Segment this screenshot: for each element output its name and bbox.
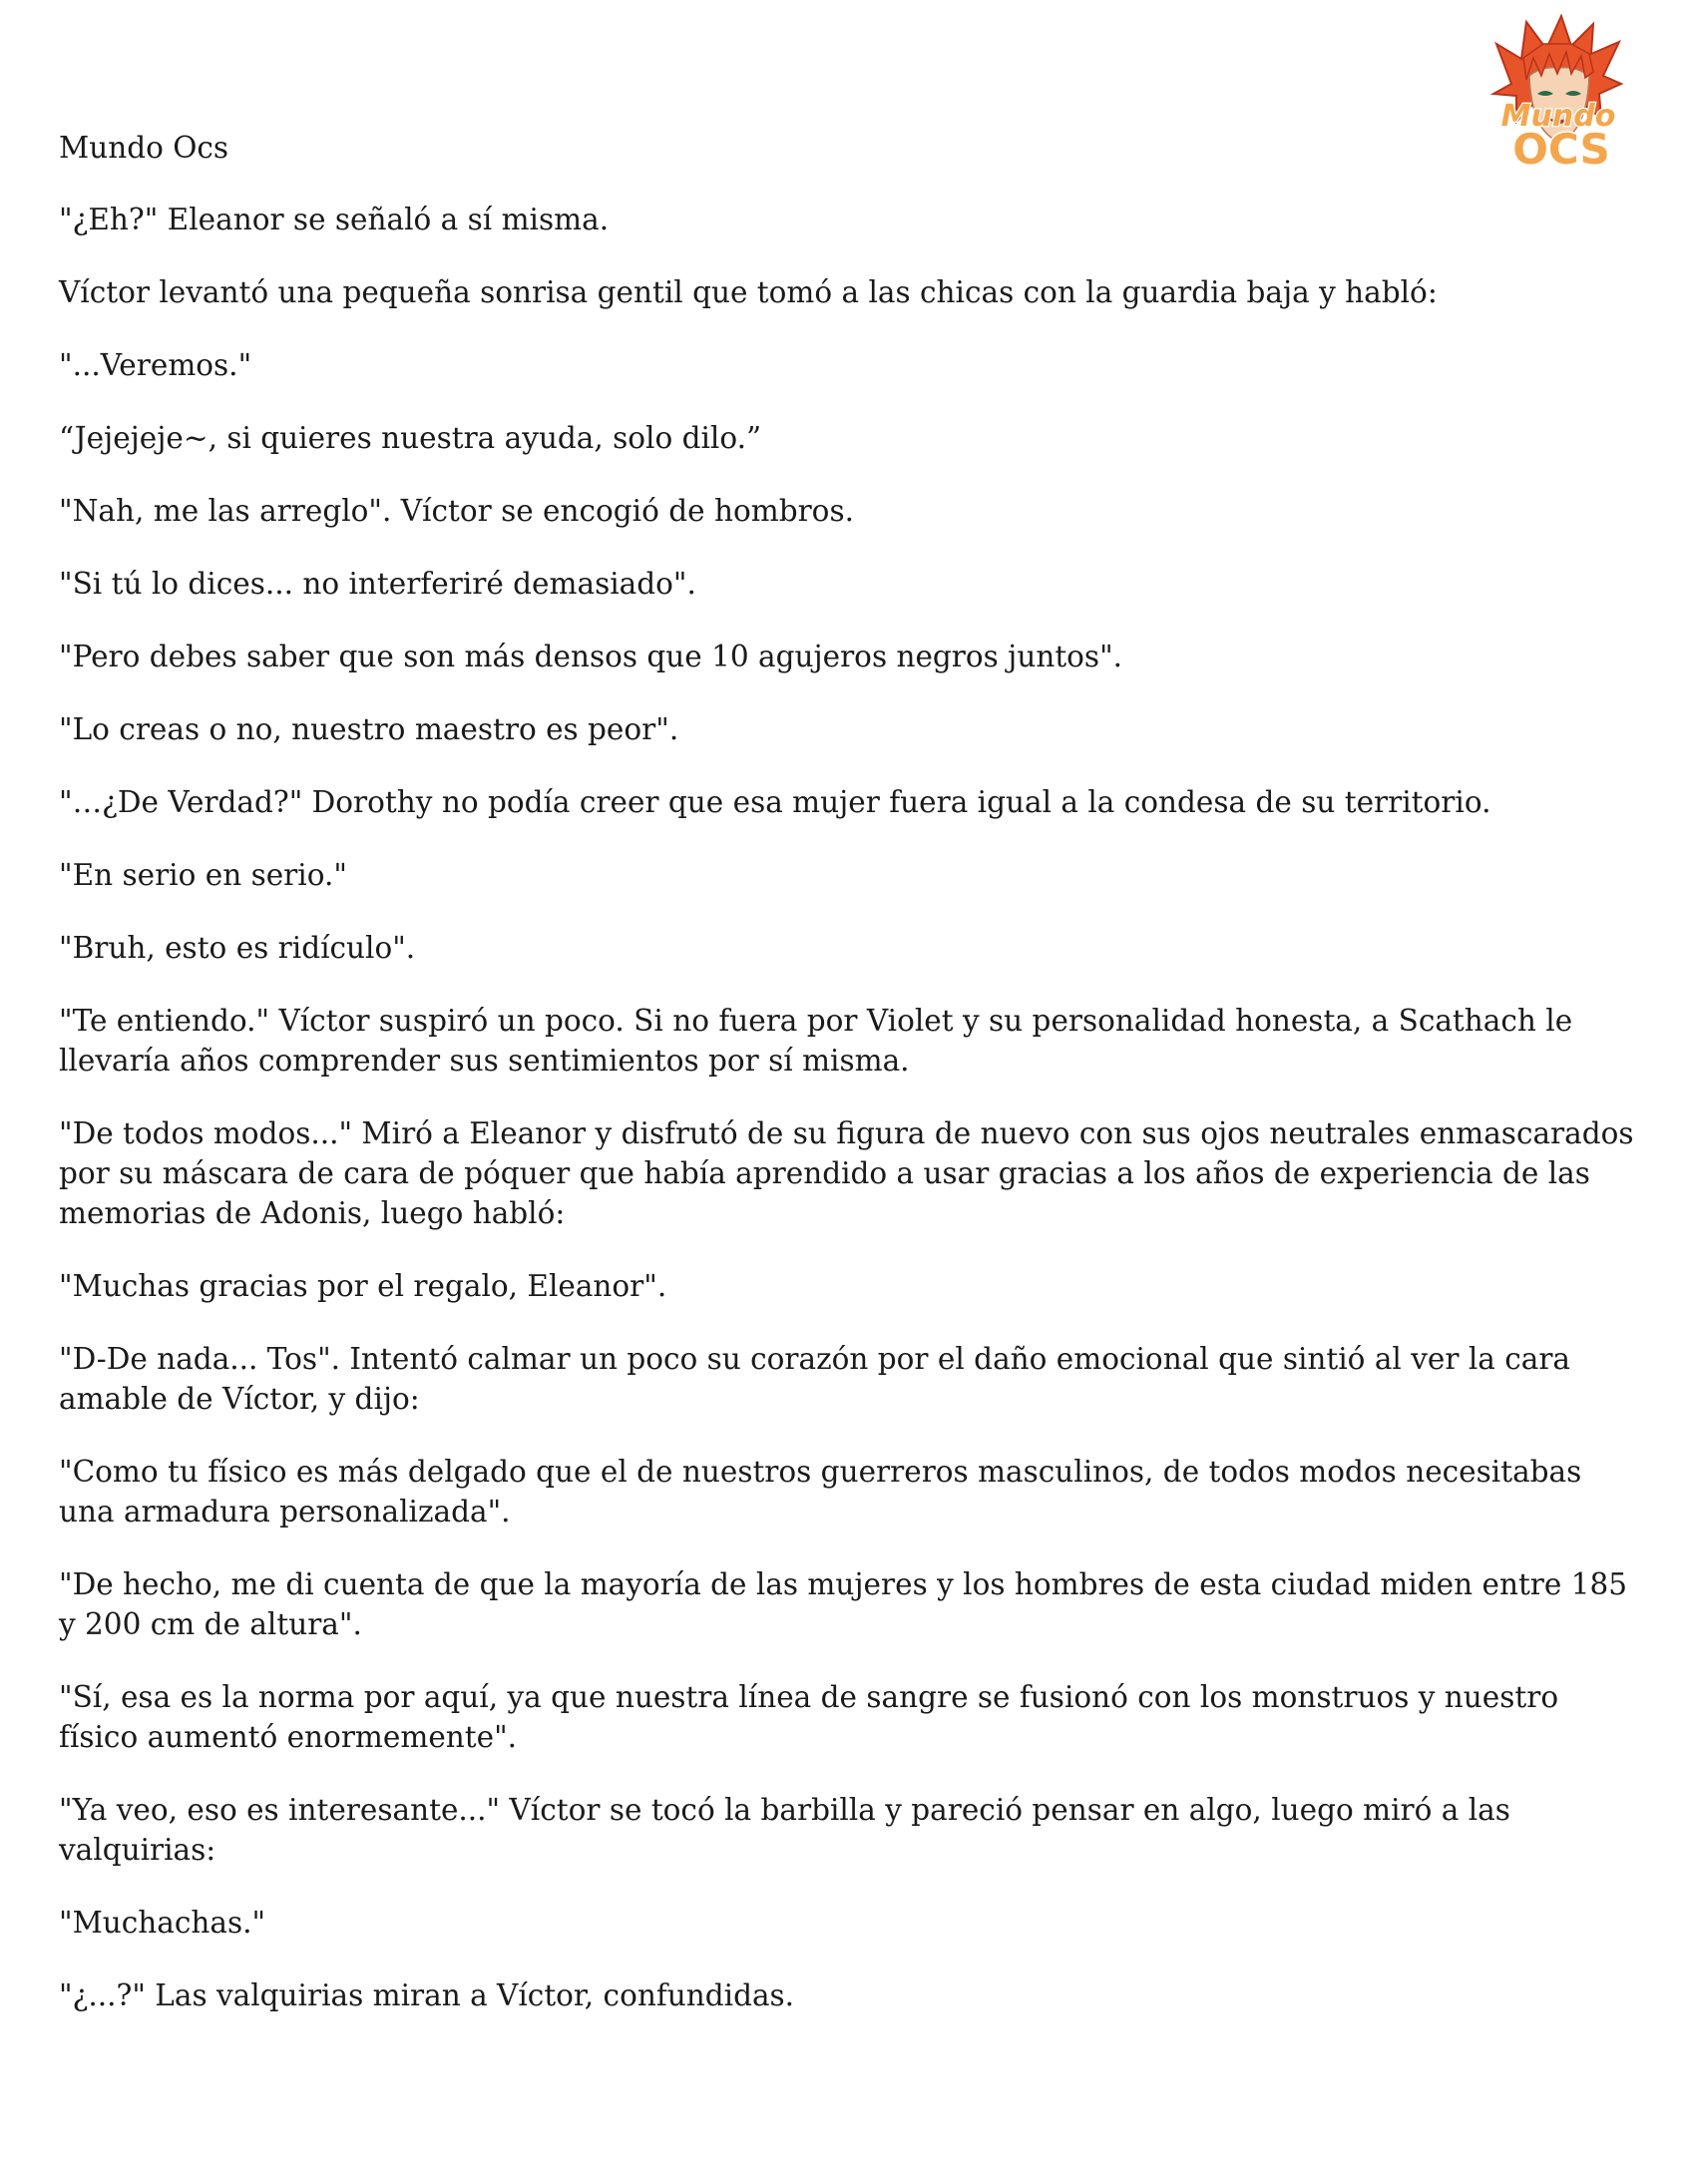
paragraph: Víctor levantó una pequeña sonrisa gentil que tomó a las chicas con la guardia baja y habló: xyxy=(59,275,1438,309)
site-title: Mundo Ocs xyxy=(59,131,229,165)
paragraph: "Si tú lo dices... no interferiré demasiado". xyxy=(59,567,696,601)
paragraph: "Te entiendo." Víctor suspiró un poco. Si no fuera por Violet y su personalidad honesta, a Scathach le llevaría años comprender sus sentimientos por sí misma. xyxy=(59,1004,1573,1078)
document-body xyxy=(59,128,1635,2048)
paragraph: "Muchas gracias por el regalo, Eleanor". xyxy=(59,1269,667,1303)
paragraph: "Muchachas." xyxy=(59,1906,266,1940)
paragraph: "D-De nada... Tos". Intentó calmar un poco su corazón por el daño emocional que sintió al ver la cara amable de Víctor, y dijo: xyxy=(59,1342,1571,1416)
paragraph: "…¿De Verdad?" Dorothy no podía creer que esa mujer fuera igual a la condesa de su territorio. xyxy=(59,785,1491,819)
paragraph: "Bruh, esto es ridículo". xyxy=(59,931,416,965)
paragraph: "Como tu físico es más delgado que el de nuestros guerreros masculinos, de todos modos necesitabas una armadura personalizada". xyxy=(59,1455,1582,1529)
paragraph: "De todos modos..." Miró a Eleanor y disfrutó de su figura de nuevo con sus ojos neutrales enmascarados por su máscara de cara de póquer que había aprendido a usar gracias a los años de experiencia de las memorias de Adonis, luego habló: xyxy=(59,1116,1634,1230)
paragraph: "Lo creas o no, nuestro maestro es peor". xyxy=(59,712,679,746)
svg-text:Mundo: Mundo xyxy=(1500,99,1616,134)
svg-text:OCS: OCS xyxy=(1512,125,1610,174)
paragraph: "Nah, me las arreglo". Víctor se encogió de hombros. xyxy=(59,494,854,528)
paragraph: "Sí, esa es la norma por aquí, ya que nuestra línea de sangre se fusionó con los monstruos y nuestro físico aumentó enormemente". xyxy=(59,1680,1559,1754)
paragraph: "...Veremos." xyxy=(59,348,252,382)
paragraph: "Ya veo, eso es interesante..." Víctor se tocó la barbilla y pareció pensar en algo, luego miró a las valquirias: xyxy=(59,1793,1510,1867)
paragraph: "Pero debes saber que son más densos que 10 agujeros negros juntos". xyxy=(59,640,1123,673)
paragraph: "En serio en serio." xyxy=(59,858,347,892)
paragraph: "De hecho, me di cuenta de que la mayoría de las mujeres y los hombres de esta ciudad miden entre 185 y 200 cm de altura". xyxy=(59,1567,1628,1641)
paragraph: "¿Eh?" Eleanor se señaló a sí misma. xyxy=(59,203,610,236)
paragraph: “Jejejeje~, si quieres nuestra ayuda, solo dilo.” xyxy=(59,421,762,455)
paragraph: "¿...?" Las valquirias miran a Víctor, confundidas. xyxy=(59,1978,795,2012)
